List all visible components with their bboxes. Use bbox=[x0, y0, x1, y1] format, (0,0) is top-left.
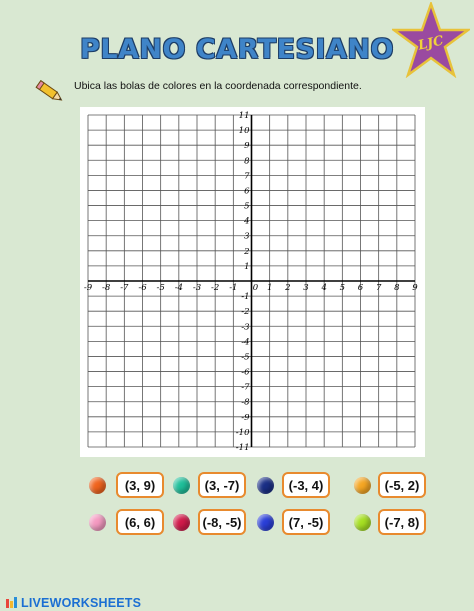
axis-tick-label: 3 bbox=[303, 283, 309, 293]
axis-tick-label: -8 bbox=[102, 283, 111, 293]
axis-tick-label: -7 bbox=[120, 283, 129, 293]
axis-tick-label: -11 bbox=[235, 443, 250, 453]
axis-tick-label: -2 bbox=[211, 283, 220, 293]
axis-tick-label: -9 bbox=[241, 412, 250, 423]
axis-tick-label: 2 bbox=[244, 246, 250, 257]
axis-tick-label: 8 bbox=[244, 156, 250, 167]
axis-tick-label: 6 bbox=[357, 283, 364, 293]
footer-brand-text: LIVEWORKSHEETS bbox=[21, 596, 142, 610]
footer-brand bbox=[6, 596, 141, 610]
axis-tick-label: -9 bbox=[83, 283, 93, 293]
coordinate-label: (-5, 2) bbox=[378, 472, 426, 498]
color-ball[interactable] bbox=[173, 514, 190, 531]
axis-tick-label: -1 bbox=[241, 292, 250, 303]
color-ball[interactable] bbox=[173, 477, 190, 494]
instruction-text: Ubica las bolas de colores en la coordenada correspondiente. bbox=[74, 80, 362, 92]
axis-tick-label: -5 bbox=[241, 352, 250, 363]
axis-tick-label: 1 bbox=[266, 283, 273, 293]
axis-tick-label: 8 bbox=[394, 283, 400, 293]
color-ball[interactable] bbox=[354, 514, 371, 531]
color-ball[interactable] bbox=[89, 477, 106, 494]
axis-tick-label: -4 bbox=[174, 283, 183, 293]
star-badge-icon bbox=[392, 2, 470, 78]
axis-tick-label: -2 bbox=[241, 307, 250, 318]
star-badge-text: LJC bbox=[416, 33, 445, 54]
coordinate-label: (7, -5) bbox=[282, 509, 330, 535]
color-ball[interactable] bbox=[354, 477, 371, 494]
liveworksheets-logo-icon bbox=[6, 597, 18, 609]
axis-tick-label: -3 bbox=[241, 322, 250, 333]
axis-tick-label: -4 bbox=[241, 337, 250, 348]
axis-tick-label: -3 bbox=[192, 283, 202, 293]
axis-tick-label: 3 bbox=[244, 231, 250, 242]
axis-tick-label: -1 bbox=[229, 283, 238, 293]
axis-tick-label: -8 bbox=[241, 397, 250, 408]
axis-tick-label: -6 bbox=[241, 367, 250, 378]
axis-tick-label: 10 bbox=[238, 126, 250, 137]
coordinate-label: (3, 9) bbox=[116, 472, 164, 498]
axis-tick-label: 4 bbox=[244, 216, 250, 227]
cartesian-plane-grid bbox=[80, 107, 425, 457]
axis-tick-label: 5 bbox=[244, 201, 250, 212]
coordinate-label: (-8, -5) bbox=[198, 509, 246, 535]
axis-tick-label: 0 bbox=[252, 283, 259, 293]
color-ball[interactable] bbox=[89, 514, 106, 531]
cartesian-plane[interactable] bbox=[80, 107, 425, 457]
axis-tick-label: -6 bbox=[138, 283, 147, 293]
axis-tick-label: 1 bbox=[244, 261, 250, 272]
axis-tick-label: 9 bbox=[244, 141, 250, 152]
axis-tick-label: 4 bbox=[321, 283, 327, 293]
axis-tick-label: -7 bbox=[241, 382, 250, 393]
coordinate-label: (3, -7) bbox=[198, 472, 246, 498]
axis-tick-label: -10 bbox=[235, 427, 250, 438]
coordinate-label: (6, 6) bbox=[116, 509, 164, 535]
coordinate-label: (-7, 8) bbox=[378, 509, 426, 535]
axis-tick-label: 9 bbox=[412, 283, 418, 293]
axis-tick-label: 2 bbox=[285, 283, 291, 293]
axis-tick-label: 5 bbox=[339, 283, 346, 293]
pencil-icon bbox=[34, 77, 66, 107]
axis-tick-label: 7 bbox=[244, 171, 250, 182]
axis-tick-label: 11 bbox=[238, 111, 250, 121]
page-title: PLANO CARTESIANO bbox=[80, 34, 394, 65]
coordinate-label: (-3, 4) bbox=[282, 472, 330, 498]
color-ball[interactable] bbox=[257, 514, 274, 531]
axis-tick-label: 7 bbox=[375, 283, 382, 293]
axis-tick-label: 6 bbox=[244, 186, 250, 197]
color-ball[interactable] bbox=[257, 477, 274, 494]
axis-tick-label: -5 bbox=[156, 283, 165, 293]
